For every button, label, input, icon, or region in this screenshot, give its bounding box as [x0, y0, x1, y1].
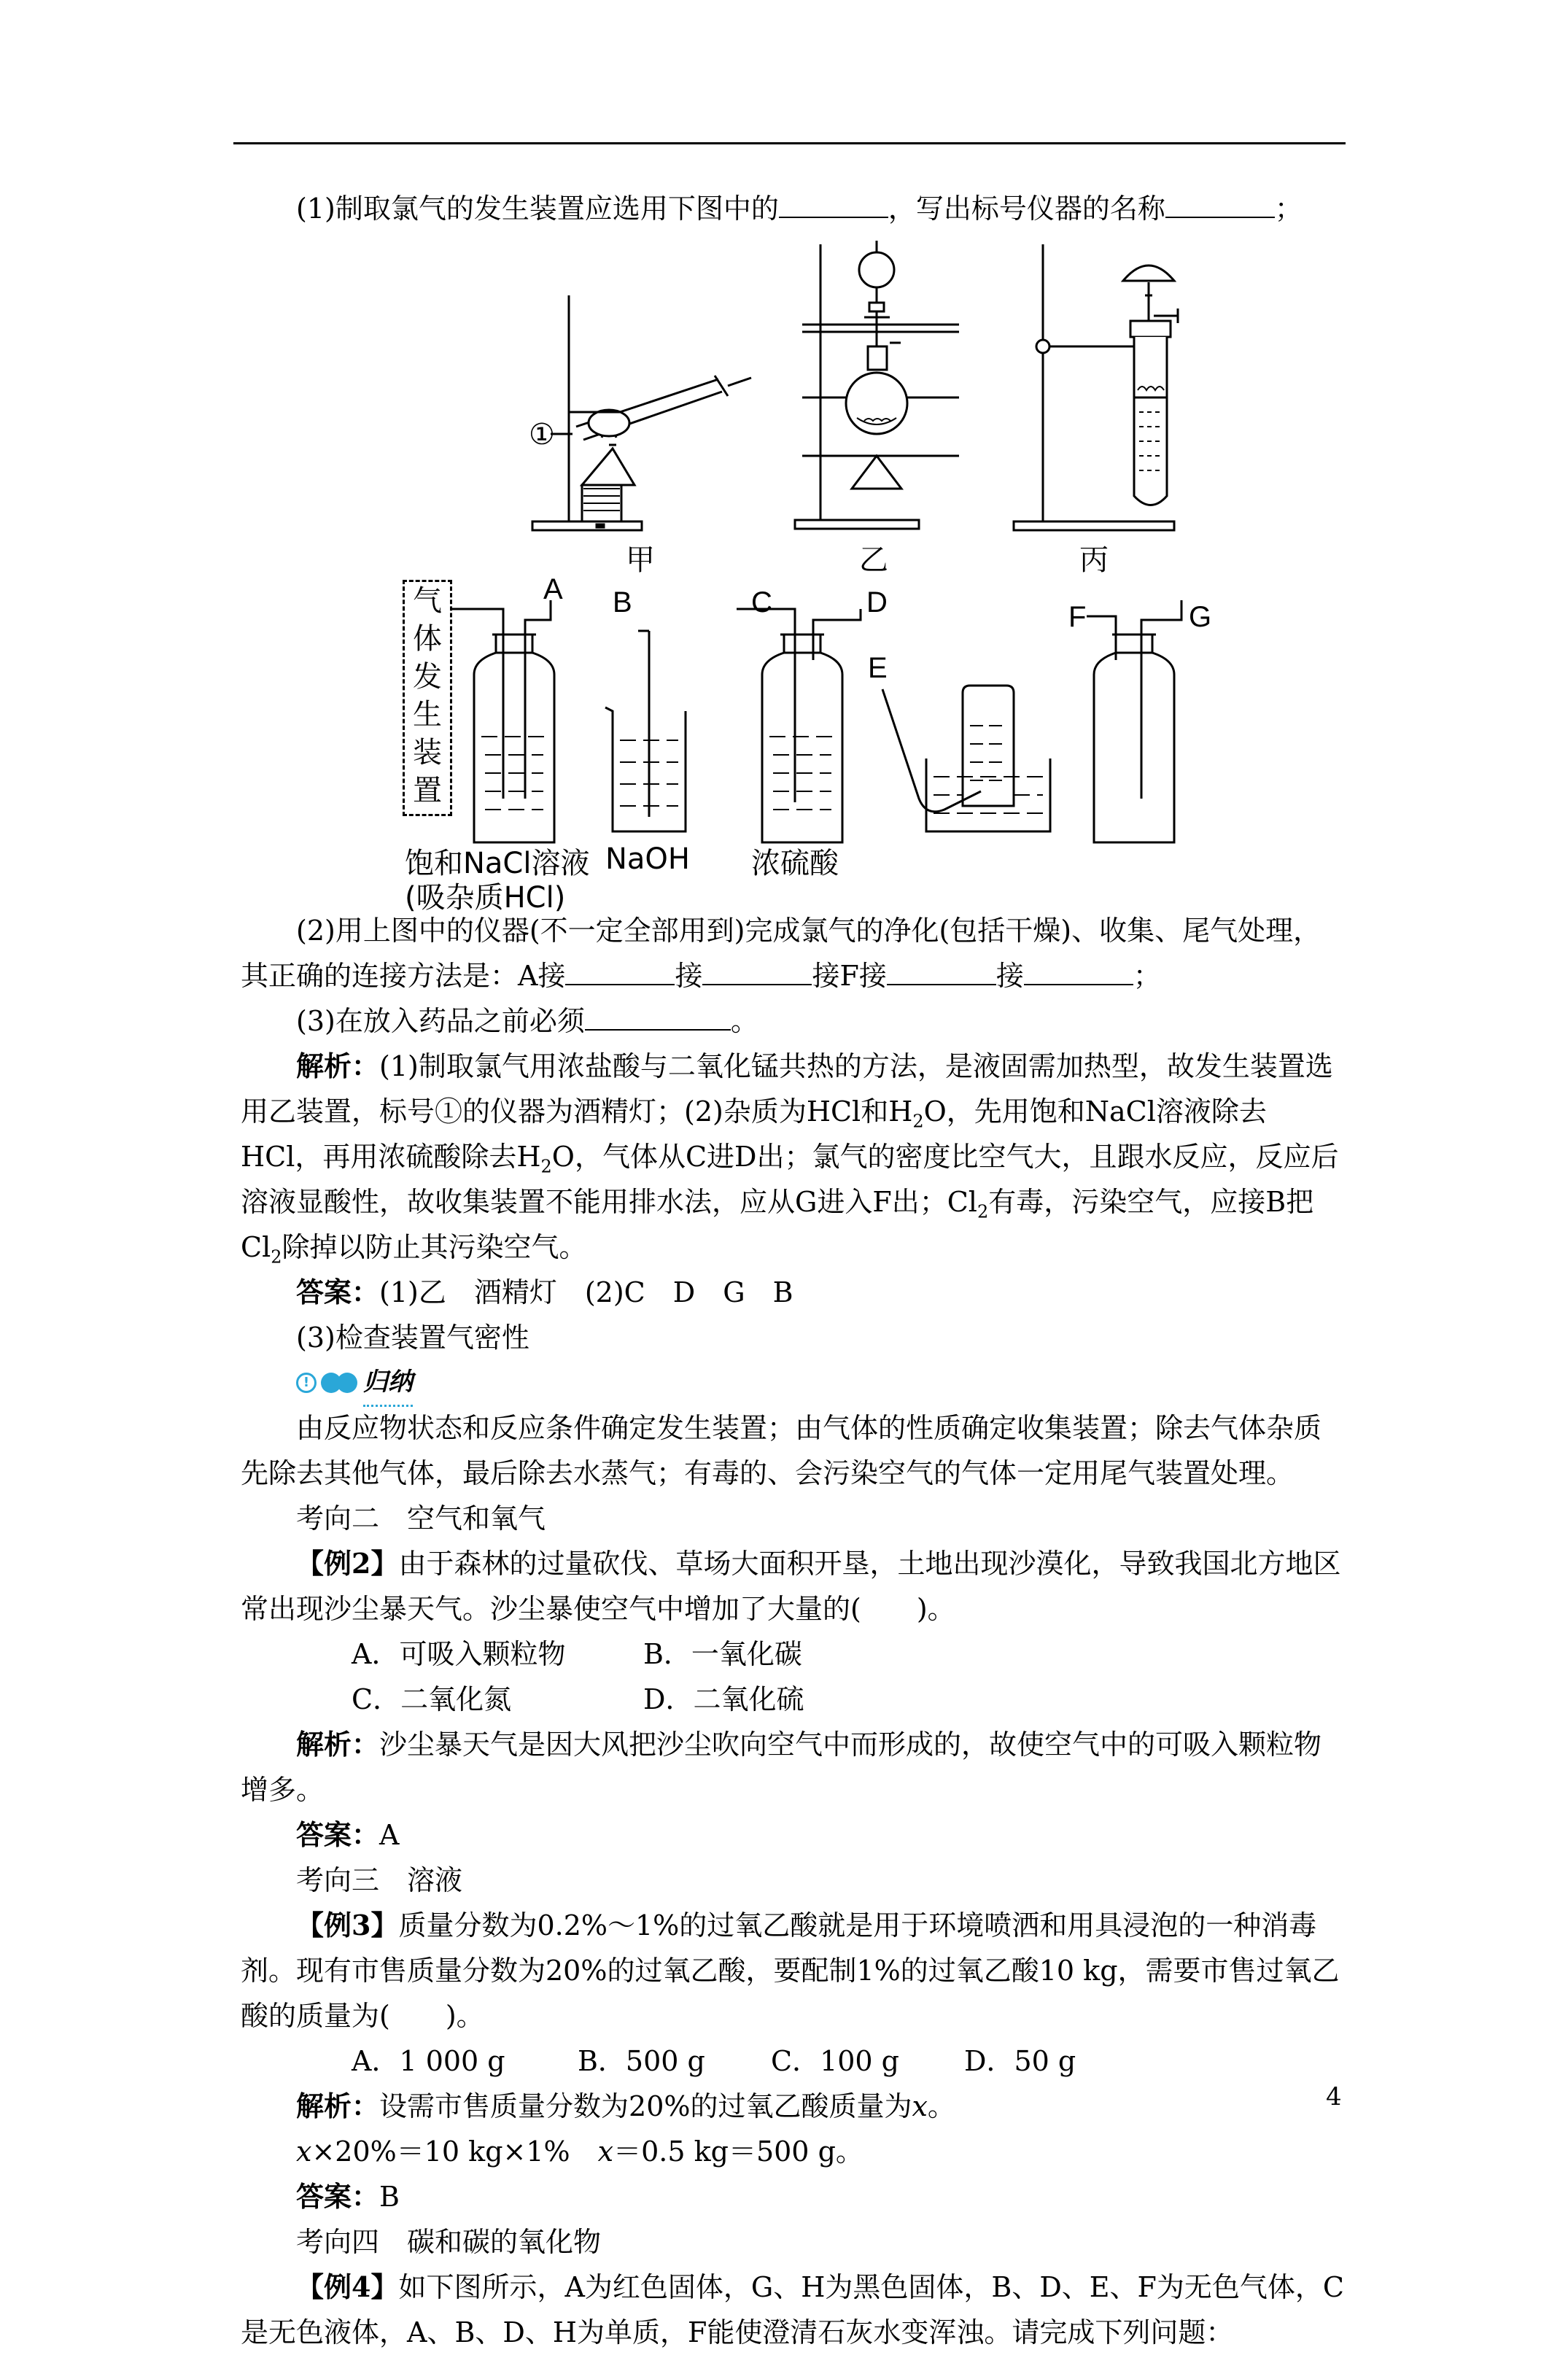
summary-text: 由反应物状态和反应条件确定发生装置；由气体的性质确定收集装置；除去气体杂质先除去其他气体，最后除去水蒸气；有毒的、会污染空气的气体一定用尾气装置处理。	[241, 1412, 1322, 1489]
example-3: 【例3】质量分数为0.2%～1%的过氧乙酸就是用于环境喷洒和用具浸泡的一种消毒剂。现有市售质量分数为20%的过氧乙酸，要配制1%的过氧乙酸10 kg，需要市售过氧乙酸的质量为( )。	[241, 1909, 1340, 2032]
example-4: 【例4】如下图所示，A为红色固体，G、H为黑色固体，B、D、E、F为无色气体，C是无色液体，A、B、D、H为单质，F能使澄清石灰水变浑浊。请完成下列问题：	[241, 2270, 1344, 2348]
question-3: (3)在放入药品之前必须 。	[241, 998, 1346, 1044]
example-2-options-ab: A．可吸入颗粒物 B．一氧化碳	[352, 1638, 802, 1670]
answer-1-cont: (3)检查装置气密性	[296, 1322, 529, 1354]
figure-label-bing: 丙	[1079, 543, 1109, 577]
section-4-heading: 考向四 碳和碳的氧化物	[296, 2226, 602, 2258]
port-label-b: B	[613, 586, 632, 618]
analysis-3: 解析：设需市售质量分数为20%的过氧乙酸质量为x。	[296, 2090, 955, 2122]
answer-3: 答案：B	[296, 2180, 400, 2213]
port-label-g: G	[1189, 601, 1212, 633]
page-number: 4	[1326, 2082, 1342, 2111]
header-rule	[233, 142, 1346, 144]
summary-heading: ! 归纳	[296, 1360, 1346, 1405]
bubble-icon	[321, 1373, 353, 1393]
generator-apparatus-diagram	[241, 237, 1346, 580]
port-label-d: D	[866, 586, 888, 618]
gas-generator-box: 气 体 发 生 装 置	[403, 580, 452, 816]
caption-hcl: (吸杂质HCl)	[405, 881, 566, 915]
question-2-cont: 其正确的连接方法是：A接 接 接F接 接 ；	[241, 953, 1346, 998]
example-2-options-cd: C．二氧化氮 D．二氧化硫	[352, 1683, 804, 1715]
port-label-f: F	[1068, 601, 1087, 633]
caption-nacl: 饱和NaCl溶液	[405, 847, 590, 880]
instrument-marker: ①	[529, 418, 555, 451]
analysis-2: 解析：沙尘暴天气是因大风把沙尘吹向空气中而形成的，故使空气中的可吸入颗粒物增多。	[241, 1728, 1322, 1806]
example-3-options: A．1 000 g B．500 g C．100 g D．50 g	[352, 2045, 1076, 2077]
question-1: (1)制取氯气的发生装置应选用下图中的 ，写出标号仪器的名称 ；	[241, 186, 1346, 231]
figure-label-yi: 乙	[859, 543, 888, 577]
port-label-a: A	[543, 573, 563, 605]
caption-naoh: NaOH	[605, 842, 690, 876]
apparatus-figure-2	[241, 573, 1346, 915]
example-2: 【例2】由于森林的过量砍伐、草场大面积开垦，土地出现沙漠化，导致我国北方地区常出现沙尘暴天气。沙尘暴使空气中增加了大量的( )。	[241, 1547, 1341, 1625]
apparatus-figure-1	[241, 237, 1346, 580]
analysis-1: 解析：(1)制取氯气用浓盐酸与二氧化锰共热的方法，是液固需加热型，故发生装置选用乙装置，标号①的仪器为酒精灯；(2)杂质为HCl和$H_2O$，先用饱和NaCl溶液除去HCl，再用浓硫酸除去$H_2O$，气体从C进D出；氯气的密度比空气大，且跟水反应，反应后溶液显酸性，故收集装置不能用排水法，应从G进入F出；$Cl_2$有毒，污染空气，应接B把$Cl_2$除掉以防止其污染空气。	[241, 1050, 1339, 1268]
answer-1: 答案：(1)乙 酒精灯 (2)C D G B	[296, 1276, 793, 1308]
section-3-heading: 考向三 溶液	[296, 1864, 463, 1896]
caption-sulfuric-acid: 浓硫酸	[751, 847, 839, 880]
section-2-heading: 考向二 空气和氧气	[296, 1502, 546, 1535]
page-content	[241, 186, 1346, 2355]
exclamation-icon: !	[296, 1373, 317, 1393]
port-label-c: C	[751, 586, 772, 618]
question-2: (2)用上图中的仪器(不一定全部用到)完成氯气的净化(包括干燥)、收集、尾气处理，	[296, 915, 1321, 947]
answer-2: 答案：A	[296, 1818, 400, 1851]
figure-label-jia: 甲	[626, 543, 655, 577]
analysis-3-calc: x×20%＝10 kg×1% x＝0.5 kg＝500 g。	[296, 2135, 863, 2168]
port-label-e: E	[868, 652, 888, 684]
